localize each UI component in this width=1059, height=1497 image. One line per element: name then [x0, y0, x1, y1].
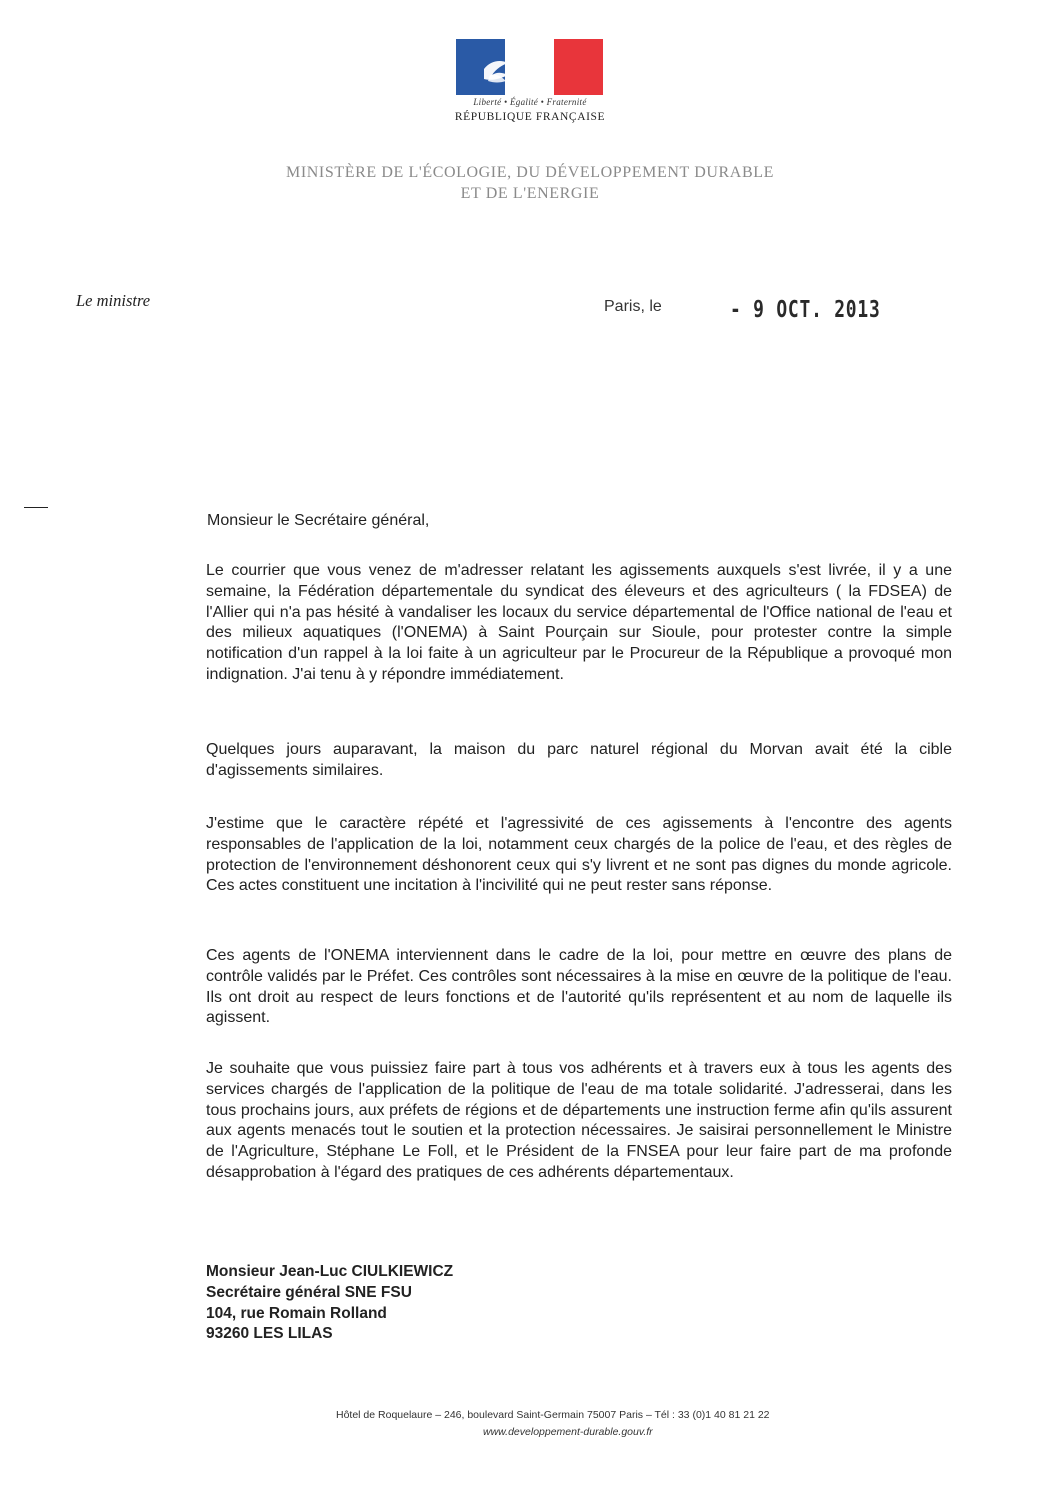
letter-place: Paris, le: [604, 298, 662, 315]
date-stamp: - 9 OCT. 2013: [730, 297, 881, 323]
addressee-name: Monsieur Jean-Luc CIULKIEWICZ: [206, 1263, 454, 1280]
letter-paragraph: Quelques jours auparavant, la maison du parc naturel régional du Morvan avait été la cible d'agissements similaires.: [206, 741, 952, 779]
salutation: Monsieur le Secrétaire général,: [207, 512, 430, 529]
fold-mark: [24, 507, 48, 508]
republic-motto: Liberté • Égalité • Fraternité: [473, 97, 587, 107]
letter-paragraph: J'estime que le caractère répété et l'agressivité de ces agissements à l'encontre des agents responsables de l'application de la loi, notamment ceux chargés de la police de l'eau, et des règles de protection de l'environnement déshonorent ceux qui s'y livrent et ne sont pas dignes du monde agricole. Ces actes constituent une incitation à l'incivilité qui ne peut rester sans réponse.: [206, 815, 952, 895]
footer-url: www.developpement-durable.gouv.fr: [483, 1426, 653, 1438]
ministry-title-line2: ET DE L'ENERGIE: [460, 185, 600, 202]
ministry-title-line1: MINISTÈRE DE L'ÉCOLOGIE, DU DÉVELOPPEMENT DURABLE: [286, 164, 774, 181]
letter-paragraph: Je souhaite que vous puissiez faire part à tous vos adhérents et à travers eux à tous les agents des services chargés de l'application de la politique de l'eau de ma totale solidarité. J'adresserai, dans les tous prochains jours, aux préfets de régions et de départements une instruction ferme afin qu'ils assurent aux agents menacés tout le soutien et la protection nécessaires. Je saisirai personnellement le Ministre de l'Agriculture, Stéphane Le Foll, et le Président de la FNSEA pour leur faire part de ma profonde désapprobation à l'égard des pratiques de ces adhérents départementaux.: [206, 1060, 952, 1181]
republic-name: RÉPUBLIQUE FRANÇAISE: [454, 111, 606, 123]
footer-address: Hôtel de Roquelaure – 246, boulevard Saint-Germain 75007 Paris – Tél : 33 (0)1 40 81 21 22: [336, 1409, 770, 1421]
addressee-street: 104, rue Romain Rolland: [206, 1304, 387, 1322]
signer-title: Le ministre: [76, 291, 151, 310]
addressee-city: 93260 LES LILAS: [206, 1325, 333, 1343]
letter-paragraph: Le courrier que vous venez de m'adresser relatant les agissements auxquels s'est livrée, il y a une semaine, la Fédération départementale du syndicat des éleveurs et des agriculteurs ( la FDSEA) de l'Allier qui n'a pas hésité à vandaliser les locaux du service départemental de l'Office national de l'eau et des milieux aquatiques (l'ONEMA) à Saint Pourçain sur Sioule, pour protester contre la simple notification d'un rappel à la loi faite à un agriculteur par le Procureur de la République a provoqué mon indignation. J'ai tenu à y répondre immédiatement.: [206, 562, 952, 683]
addressee-title: Secrétaire général SNE FSU: [206, 1283, 412, 1301]
addressee-block: [206, 1262, 453, 1345]
letter-paragraph: Ces agents de l'ONEMA interviennent dans le cadre de la loi, pour mettre en œuvre des plans de contrôle validés par le Préfet. Ces contrôles sont nécessaires à la mise en œuvre de la politique de l'eau. Ils ont droit au respect de leurs fonctions et de l'autorité qu'ils représentent et au nom de laquelle ils agissent.: [206, 947, 952, 1027]
marianne-logo: [456, 39, 603, 95]
